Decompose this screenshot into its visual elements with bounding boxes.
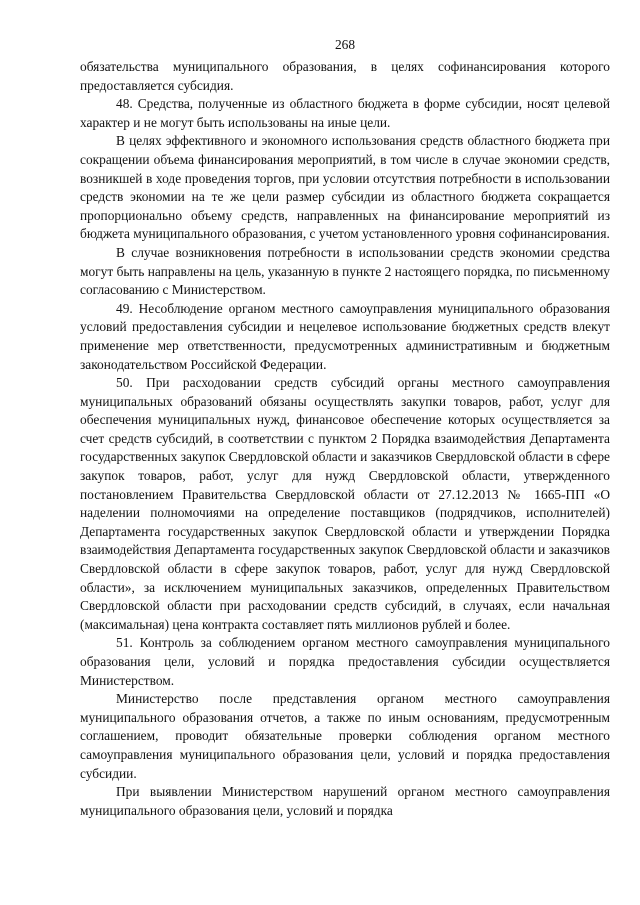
paragraph-51-ministry: Министерство после представления органом местного самоуправления муниципального образования отчетов, а также по иным основаниям, предусмотренным соглашением, проводит обязательные проверки соблюдения органом местного самоуправления муниципального образования цели, условий и порядка предоставления субсидии. bbox=[80, 691, 610, 781]
page-number: 268 bbox=[334, 37, 356, 52]
paragraph-51-violations: При выявлении Министерством нарушений органом местного самоуправления муниципального образования цели, условий и порядка bbox=[80, 784, 610, 818]
paragraph-49: 49. Несоблюдение органом местного самоуправления муниципального образования условий предоставления субсидии и нецелевое использование бюджетных средств влекут применение мер ответственности, предусмотренных административным и бюджетным законодательством Российской Федерации. bbox=[80, 300, 610, 372]
paragraph-48: 48. Средства, полученные из областного бюджета в форме субсидии, носят целевой характер и не могут быть использованы на иные цели. bbox=[80, 96, 610, 130]
paragraph-51: 51. Контроль за соблюдением органом местного самоуправления муниципального образования цели, условий и порядка предоставления субсидии осуществляется Министерством. bbox=[80, 635, 610, 688]
paragraph-50: 50. При расходовании средств субсидий органы местного самоуправления муниципальных образований обязаны осуществлять закупки товаров, работ, услуг для обеспечения муниципальных нужд, финансовое обеспечение которых осуществляется за счет средств субсидий, в соответствии с пунктом 2 Порядка взаимодействия Департамента государственных закупок Свердловской области и заказчиков Свердловской области в сфере закупок товаров, работ, услуг для нужд Свердловской области, утвержденного постановлением Правительства Свердловской области от 27.12.2013 № 1665-ПП «О наделении полномочиями на определение поставщиков (подрядчиков, исполнителей) Департамента государственных закупок Свердловской области и утверждении Порядка взаимодействия Департамента государственных закупок Свердловской области и заказчиков Свердловской области в сфере закупок товаров, работ, услуг для нужд Свердловской области», за исключением муниципальных заказчиков, определенных Правительством Свердловской области при расходовании средств субсидий, в случаях, если начальная (максимальная) цена контракта составляет пять миллионов рублей и более. bbox=[80, 375, 610, 632]
paragraph-48-need: В случае возникновения потребности в использовании средств экономии средства могут быть направлены на цель, указанную в пункте 2 настоящего порядка, по письменному согласованию с Министерством. bbox=[80, 244, 610, 298]
document-page bbox=[80, 36, 610, 820]
paragraph-continuation: обязательства муниципального образования, в целях софинансирования которого предоставляется субсидия. bbox=[80, 59, 610, 93]
paragraph-48-savings: В целях эффективного и экономного использования средств областного бюджета при сокращении объема финансирования мероприятий, в том числе в случае экономии средств, возникшей в ходе проведения торгов, при условии отсутствия потребности в использовании средств экономии на те же цели размер субсидии из областного бюджета сокращается пропорционально объему средств, направленных на финансирование мероприятий из бюджета муниципального образования, с учетом установленного уровня софинансирования. bbox=[80, 133, 610, 242]
